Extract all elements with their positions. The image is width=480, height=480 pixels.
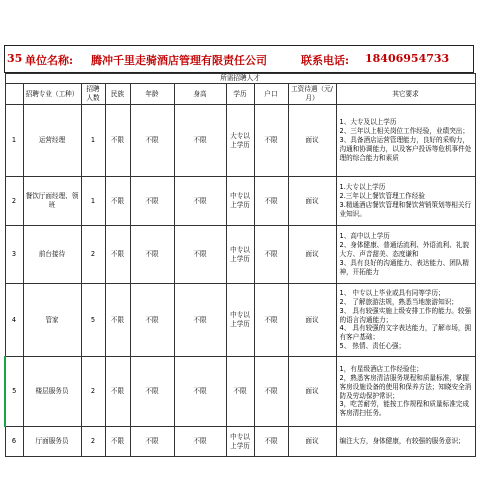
ethnicity-cell: 不限: [105, 284, 130, 357]
column-header: [5, 84, 23, 105]
table-row: [5, 427, 475, 457]
row-number: 3: [5, 226, 23, 284]
age-cell: 不限: [130, 284, 174, 357]
company-header: [4, 45, 474, 73]
phone-number: 18406954733: [365, 52, 450, 65]
column-header: 年龄: [130, 84, 174, 105]
headcount-cell: 2: [81, 357, 105, 427]
salary-cell: 面议: [288, 357, 336, 427]
row-number: 1: [5, 105, 23, 177]
column-header: 招聘人数: [81, 84, 105, 105]
hukou-cell: 不限: [254, 177, 288, 226]
requirements-cell: 编注大方，身体健康，有较强的服务意识；: [336, 427, 475, 457]
hukou-cell: 不限: [254, 357, 288, 427]
table-row: [5, 105, 475, 177]
salary-cell: 面议: [288, 177, 336, 226]
row-number: 6: [5, 427, 23, 457]
headcount-cell: 1: [81, 105, 105, 177]
position-cell: 运营经理: [23, 105, 81, 177]
row-number: 2: [5, 177, 23, 226]
education-cell: 中专以上学历: [226, 427, 254, 457]
table-row: [5, 357, 475, 427]
height-cell: 不限: [174, 177, 226, 226]
requirements-cell: 1、大专及以上学历 2、三年以上相关岗位工作经验，业绩突出； 3、具备酒店运营管理能力，良好的采购力，沟通和协调能力，以及客户投诉等危机事件处理的综合能力和素质: [336, 105, 475, 177]
height-cell: 不限: [174, 357, 226, 427]
position-cell: 管家: [23, 284, 81, 357]
column-header: 户口: [254, 84, 288, 105]
row-number: 4: [5, 284, 23, 357]
hukou-cell: 不限: [254, 105, 288, 177]
education-cell: 中专以上学历: [226, 284, 254, 357]
requirements-cell: 1，有星级酒店工作经验佳； 2，熟悉客房清洁服务规程和质量标准，掌握客房设施设备的使用和保养方法；知晓安全消防及劳动保护常识； 3，吃苦耐劳，能按工作规程和质量标准完成客房清扫任务。: [336, 357, 475, 427]
headcount-cell: 1: [81, 177, 105, 226]
position-cell: 餐饮厅面经理、领班: [23, 177, 81, 226]
height-cell: 不限: [174, 105, 226, 177]
company-name-label: 单位名称:: [25, 54, 74, 67]
column-header: 民族: [105, 84, 130, 105]
column-header: 学历: [226, 84, 254, 105]
table-group-title: 所需招聘人才: [5, 74, 475, 84]
table-row: [5, 177, 475, 226]
education-cell: 中专以上学历: [226, 177, 254, 226]
height-cell: 不限: [174, 427, 226, 457]
column-header: 身高: [174, 84, 226, 105]
ethnicity-cell: 不限: [105, 177, 130, 226]
position-cell: 楼层服务员: [23, 357, 81, 427]
education-cell: 不限: [226, 357, 254, 427]
headcount-cell: 5: [81, 284, 105, 357]
hukou-cell: 不限: [254, 427, 288, 457]
requirements-cell: 1、高中以上学历 2、身体健康、普通话流利、外语流利、礼貌大方、声音甜美、态度谦和 3、具有良好的沟通能力、表达能力、团队精神，开拓能力: [336, 226, 475, 284]
education-cell: 中专以上学历: [226, 226, 254, 284]
height-cell: 不限: [174, 226, 226, 284]
column-header: 其它要求: [336, 84, 475, 105]
table-row: [5, 284, 475, 357]
age-cell: 不限: [130, 357, 174, 427]
position-cell: 厅面服务员: [23, 427, 81, 457]
ethnicity-cell: 不限: [105, 427, 130, 457]
column-header-row: [5, 84, 475, 105]
table-row: [5, 226, 475, 284]
requirements-cell: 1、 中专以上毕业或具有同等学历； 2、 了解旅游法规，熟悉当地旅游知识； 3、 具有较强实施上级安排工作的能力。较强的语言沟通能力； 4、 具有较强的文字表达能力，了解市场，拥有客户基础； 5、 热情、责任心强；: [336, 284, 475, 357]
hukou-cell: 不限: [254, 226, 288, 284]
row-number: 5: [5, 357, 23, 427]
hukou-cell: 不限: [254, 284, 288, 357]
position-cell: 前台接待: [23, 226, 81, 284]
age-cell: 不限: [130, 427, 174, 457]
salary-cell: 面议: [288, 226, 336, 284]
education-cell: 大专以上学历: [226, 105, 254, 177]
ethnicity-cell: 不限: [105, 226, 130, 284]
ethnicity-cell: 不限: [105, 357, 130, 427]
phone-label: 联系电话:: [301, 54, 350, 67]
headcount-cell: 2: [81, 427, 105, 457]
age-cell: 不限: [130, 105, 174, 177]
salary-cell: 面议: [288, 284, 336, 357]
column-header: 工资待遇（元/月）: [288, 84, 336, 105]
column-header: 招聘专业（工种）: [23, 84, 81, 105]
headcount-cell: 2: [81, 226, 105, 284]
company-index: 35: [7, 52, 23, 65]
salary-cell: 面议: [288, 427, 336, 457]
requirements-cell: 1.大专以上学历 2.三年以上餐饮管理工作经验 3.精通酒店餐饮管理和餐饮营销策划等相关行业知识。: [336, 177, 475, 226]
company-name: 腾冲千里走骑酒店管理有限责任公司: [91, 54, 267, 67]
ethnicity-cell: 不限: [105, 105, 130, 177]
salary-cell: 面议: [288, 105, 336, 177]
height-cell: 不限: [174, 284, 226, 357]
age-cell: 不限: [130, 226, 174, 284]
age-cell: 不限: [130, 177, 174, 226]
recruitment-table: [4, 73, 476, 457]
